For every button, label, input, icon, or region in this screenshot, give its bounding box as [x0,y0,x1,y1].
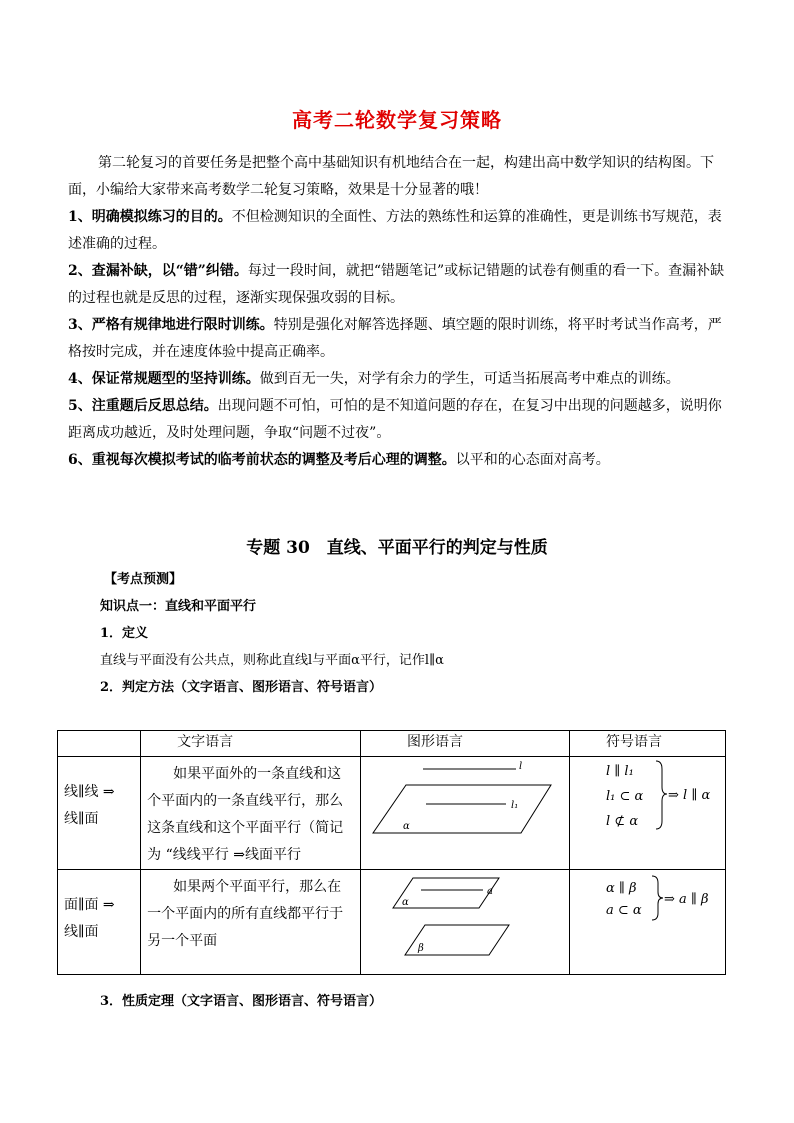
knowledge-point-heading: 知识点一：直线和平面平行 [100,599,257,614]
symbol-line: α ∥ β [605,881,637,896]
definition-heading: 1．定义 [100,626,149,641]
intro-paragraph: 第二轮复习的首要任务是把整个高中基础知识有机地结合在一起，构建出高中数学知识的结构图。下面，小编给大家带来高考数学二轮复习策略，效果是十分显著的哦！ [68,155,714,198]
tip-1 [68,204,728,258]
topic-title: 专题 30 直线、平面平行的判定与性质 [246,538,548,558]
label-a: a [486,886,493,897]
plane-alpha [373,785,551,833]
property-heading: 3．性质定理（文字语言、图形语言、符号语言） [100,994,383,1009]
table-header-row [58,731,726,757]
row-figure [360,870,569,975]
label-l: l [518,761,523,772]
tip-4-body: 做到百无一失，对学有余力的学生，可适当拓展高考中难点的训练。 [259,371,680,387]
row-text-rest: 一个平面内的所有直线都平行于另一个平面 [147,906,344,949]
table-header-cell: 文字语言 [141,731,361,757]
table-row [58,870,726,975]
tip-5 [68,393,728,447]
line-plane-figure [361,757,569,863]
section-label: 【考点预测】 [104,572,183,587]
row-label-line: 线∥面 [64,811,99,827]
tip-1-body: 不但检测知识的全面性、方法的熟练性和运算的准确性，更是训练书写规范，表述准确的过程。 [68,209,722,252]
symbol-system [570,757,725,863]
row-label-line: 线∥面 [64,924,99,940]
row-text [141,757,361,870]
symbol-line: l ⊄ α [605,814,639,829]
row-symbol [569,757,725,870]
tip-2 [68,258,728,312]
table-row [58,757,726,870]
symbol-line: l ∥ l₁ [605,764,634,779]
symbol-line: a ⊂ α [605,903,642,918]
row-text-rest: 个平面内的一条直线平行，那么这条直线和这个平面平行（简记为 “线线平行 ⇒线面平行 [147,793,344,863]
plane-plane-figure [361,870,569,970]
label-l1: l₁ [510,800,519,811]
tip-2-body: 每过一段时间，就把“错题笔记”或标记错题的试卷有侧重的看一下。查漏补缺的过程也就是反思的过程，逐渐实现保强攻弱的目标。 [68,263,725,306]
tip-3-head: 3、严格有规律地进行限时训练。 [68,317,274,333]
tip-6-body: 以平和的心态面对高考。 [455,452,610,468]
row-text [141,870,361,975]
tip-6-head: 6、重视每次模拟考试的临考前状态的调整及考后心理的调整。 [68,452,456,468]
symbol-conclusion: ⇒ l ∥ α [667,788,711,803]
tip-3 [68,312,728,366]
symbol-system [570,870,725,970]
row-figure [360,757,569,870]
tip-1-head: 1、明确模拟练习的目的。 [68,209,232,225]
label-alpha: α [401,897,409,908]
brace [656,761,667,829]
row-text-first: 如果平面外的一条直线和这 [173,766,342,782]
tip-6 [68,447,728,474]
tip-5-body: 出现问题不可怕，可怕的是不知道问题的存在，在复习中出现的问题越多，说明你距离成功越近，及时处理问题，争取“问题不过夜”。 [68,398,722,441]
tip-2-head: 2、查漏补缺，以“错”纠错。 [68,263,248,279]
row-label-line: 线∥线 ⇒ [64,784,115,800]
row-label [58,870,141,975]
plane-alpha [393,878,499,908]
label-alpha: α [402,821,410,832]
definition-text: 直线与平面没有公共点，则称此直线l与平面α平行，记作l∥α [100,653,444,668]
label-beta: β [417,943,424,954]
table-header-cell [58,731,141,757]
brace [652,876,663,920]
row-symbol [569,870,725,975]
row-label-line: 面∥面 ⇒ [64,897,115,913]
method-heading: 2．判定方法（文字语言、图形语言、符号语言） [100,680,383,695]
row-label [58,757,141,870]
symbol-conclusion: ⇒ a ∥ β [663,892,709,907]
tip-4 [68,366,728,393]
tip-5-head: 5、注重题后反思总结。 [68,398,218,414]
table-header-cell: 符号语言 [569,731,725,757]
row-text-first: 如果两个平面平行，那么在 [173,879,342,895]
table-header-cell: 图形语言 [360,731,569,757]
doc-title: 高考二轮数学复习策略 [292,108,502,132]
tip-4-head: 4、保证常规题型的坚持训练。 [68,371,260,387]
symbol-line: l₁ ⊂ α [605,789,644,804]
criteria-table [57,730,726,975]
tip-3-body: 特别是强化对解答选择题、填空题的限时训练，将平时考试当作高考，严格按时完成，并在速度体验中提高正确率。 [68,317,722,360]
